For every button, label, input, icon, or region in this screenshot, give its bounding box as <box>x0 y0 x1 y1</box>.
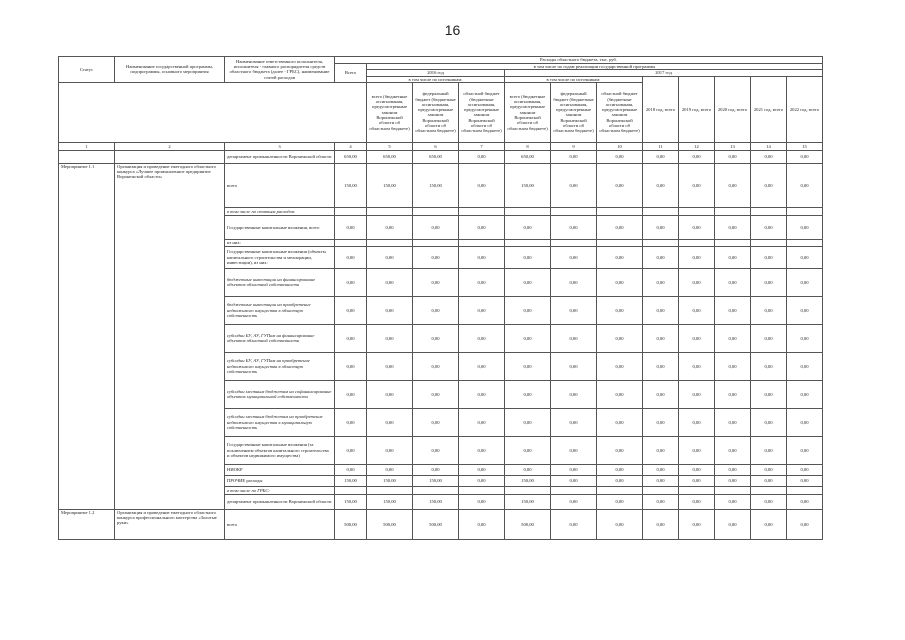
value-total: 0,00 <box>335 380 367 408</box>
value-cell <box>715 207 751 215</box>
value-cell: 0,00 <box>597 494 643 509</box>
value-cell: 0,00 <box>787 475 823 486</box>
value-cell <box>643 207 679 215</box>
value-cell <box>551 486 597 494</box>
value-cell: 0,00 <box>751 436 787 464</box>
value-cell: 0,00 <box>715 436 751 464</box>
row-label: субсидии местным бюджетам на софинансирование объектов муниципальной собственности <box>225 380 335 408</box>
header-year-2016: 2016 год <box>367 70 505 76</box>
value-cell: 0,00 <box>505 324 551 352</box>
value-cell: 0,00 <box>459 352 505 380</box>
value-cell: 0,00 <box>679 150 715 163</box>
value-cell: 0,00 <box>787 296 823 324</box>
value-cell: 0,00 <box>367 464 413 475</box>
value-total: 150,00 <box>335 163 367 207</box>
value-cell: 0,00 <box>679 408 715 436</box>
value-cell: 0,00 <box>679 494 715 509</box>
value-cell: 0,00 <box>715 408 751 436</box>
value-cell: 0,00 <box>679 246 715 268</box>
value-cell: 0,00 <box>751 408 787 436</box>
value-cell: 0,00 <box>505 215 551 239</box>
header-expenses: Расходы областного бюджета, тыс. руб. <box>335 57 823 64</box>
status-cell <box>59 150 115 163</box>
value-cell: 150,00 <box>367 475 413 486</box>
page-number: 16 <box>444 22 461 38</box>
value-cell: 150,00 <box>505 494 551 509</box>
value-cell: 0,00 <box>715 464 751 475</box>
row-label: ПРОЧИЕ расходы <box>225 475 335 486</box>
value-cell <box>787 486 823 494</box>
value-cell: 0,00 <box>413 268 459 296</box>
value-cell: 0,00 <box>597 324 643 352</box>
value-cell: 0,00 <box>413 408 459 436</box>
row-label: субсидии БУ, АУ, ГУПам на приобретение недвижимого имущества в областную собственность <box>225 352 335 380</box>
value-cell: 0,00 <box>715 380 751 408</box>
value-cell <box>367 207 413 215</box>
value-cell: 0,00 <box>679 352 715 380</box>
value-cell: 0,00 <box>679 509 715 539</box>
value-cell: 0,00 <box>597 509 643 539</box>
row-label: Государственные капитальные вложения (за исключением объектов капитального строительства и объектов недвижимого имущества) <box>225 436 335 464</box>
value-cell: 0,00 <box>413 436 459 464</box>
value-cell: 0,00 <box>715 215 751 239</box>
value-cell: 0,00 <box>643 436 679 464</box>
value-cell: 0,00 <box>643 150 679 163</box>
value-cell: 0,00 <box>643 475 679 486</box>
value-cell: 0,00 <box>751 475 787 486</box>
value-cell: 0,00 <box>643 380 679 408</box>
column-numbers-row: 1 2 3 4 5 6 7 8 9 10 11 12 13 14 15 <box>59 142 823 150</box>
header-executor: Наименование ответственного исполнителя, исполнителя - главного распорядителя средств областного бюджета (далее - ГРБС), наименование статей расходов <box>225 57 335 83</box>
value-cell: 150,00 <box>505 163 551 207</box>
value-cell: 0,00 <box>751 296 787 324</box>
row-label: бюджетные инвестиции на приобретение недвижимого имущества в областную собственность <box>225 296 335 324</box>
value-total: 0,00 <box>335 296 367 324</box>
header-by-sources-2016: в том числе по источникам: <box>367 76 505 82</box>
value-cell: 0,00 <box>787 324 823 352</box>
value-cell <box>367 239 413 246</box>
value-total: 150,00 <box>335 475 367 486</box>
value-cell: 0,00 <box>551 215 597 239</box>
value-cell: 0,00 <box>597 163 643 207</box>
value-total: 0,00 <box>335 464 367 475</box>
value-cell: 0,00 <box>679 215 715 239</box>
header-status: Статус <box>59 57 115 83</box>
value-cell: 0,00 <box>597 268 643 296</box>
value-cell: 0,00 <box>679 163 715 207</box>
value-cell <box>505 486 551 494</box>
value-cell: 0,00 <box>751 246 787 268</box>
row-label: департамент промышленности Воронежской области <box>225 494 335 509</box>
value-cell: 0,00 <box>551 324 597 352</box>
value-cell: 0,00 <box>787 509 823 539</box>
value-cell <box>597 239 643 246</box>
header-by-years: в том числе по годам реализации государственной программы <box>367 64 823 70</box>
value-cell: 0,00 <box>551 494 597 509</box>
value-cell: 0,00 <box>751 509 787 539</box>
value-cell: 0,00 <box>459 464 505 475</box>
row-label: департамент промышленности Воронежской области <box>225 150 335 163</box>
value-cell: 0,00 <box>715 246 751 268</box>
value-cell: 0,00 <box>715 494 751 509</box>
value-cell: 0,00 <box>643 324 679 352</box>
value-cell: 0,00 <box>459 150 505 163</box>
value-cell: 150,00 <box>413 475 459 486</box>
value-total: 0,00 <box>335 408 367 436</box>
header-y2022: 2022 год, всего <box>787 76 823 142</box>
header-c2016-fed: федеральный бюджет (бюджетные ассигнования, предусмотренные законом Воронежской области об областном бюджете) <box>413 82 459 142</box>
value-cell: 0,00 <box>367 408 413 436</box>
value-cell: 0,00 <box>597 436 643 464</box>
table-row <box>59 509 823 539</box>
value-cell: 0,00 <box>413 380 459 408</box>
value-cell: 0,00 <box>551 436 597 464</box>
value-cell: 0,00 <box>787 150 823 163</box>
status-cell: Мероприятие 1.2 <box>59 509 115 539</box>
value-cell: 0,00 <box>643 464 679 475</box>
value-cell <box>787 207 823 215</box>
value-cell: 0,00 <box>751 324 787 352</box>
value-cell <box>597 486 643 494</box>
row-label: бюджетные инвестиции на финансирование объектов областной собственности <box>225 268 335 296</box>
value-cell: 0,00 <box>367 380 413 408</box>
value-total: 650,00 <box>335 150 367 163</box>
value-cell: 150,00 <box>413 494 459 509</box>
value-cell: 0,00 <box>551 475 597 486</box>
header-year-2017: 2017 год <box>505 70 823 76</box>
row-label: Государственные капитальные вложения, всего <box>225 215 335 239</box>
row-label: из них: <box>225 239 335 246</box>
value-cell: 0,00 <box>787 215 823 239</box>
value-cell: 0,00 <box>597 246 643 268</box>
row-label: НИОКР <box>225 464 335 475</box>
value-cell: 0,00 <box>413 296 459 324</box>
value-cell: 0,00 <box>459 494 505 509</box>
value-cell: 0,00 <box>751 215 787 239</box>
value-cell: 0,00 <box>643 163 679 207</box>
header-y2018: 2018 год, всего <box>643 76 679 142</box>
value-cell: 0,00 <box>551 464 597 475</box>
value-cell <box>679 239 715 246</box>
value-cell: 0,00 <box>643 352 679 380</box>
value-total: 150,00 <box>335 494 367 509</box>
table-row <box>59 150 823 163</box>
name-cell <box>115 150 225 163</box>
value-cell: 0,00 <box>551 380 597 408</box>
name-cell: Организация и проведение ежегодного областного конкурса профессионального мастерства «Золотые руки» <box>115 509 225 539</box>
value-cell <box>787 239 823 246</box>
value-cell: 0,00 <box>367 436 413 464</box>
value-cell: 0,00 <box>413 215 459 239</box>
header-by-sources-2017: в том числе по источникам: <box>505 76 643 82</box>
row-label: всего <box>225 163 335 207</box>
value-cell: 0,00 <box>679 296 715 324</box>
value-cell <box>643 239 679 246</box>
value-cell <box>413 486 459 494</box>
value-cell: 0,00 <box>459 163 505 207</box>
value-cell: 0,00 <box>413 324 459 352</box>
value-cell: 0,00 <box>679 268 715 296</box>
value-cell: 0,00 <box>505 436 551 464</box>
value-cell <box>715 486 751 494</box>
budget-table <box>58 56 823 540</box>
value-cell: 650,00 <box>413 150 459 163</box>
value-cell: 0,00 <box>505 268 551 296</box>
value-cell: 0,00 <box>597 475 643 486</box>
value-cell: 150,00 <box>505 475 551 486</box>
value-cell: 0,00 <box>679 324 715 352</box>
row-label: субсидии БУ, АУ, ГУПам на финансирование объектов областной собственности <box>225 324 335 352</box>
value-cell: 0,00 <box>787 163 823 207</box>
header-y2021: 2021 год, всего <box>751 76 787 142</box>
value-total: 0,00 <box>335 324 367 352</box>
value-cell: 0,00 <box>715 268 751 296</box>
value-cell: 0,00 <box>505 380 551 408</box>
value-cell <box>335 486 367 494</box>
value-cell: 0,00 <box>597 408 643 436</box>
value-cell: 0,00 <box>751 380 787 408</box>
value-cell: 150,00 <box>367 163 413 207</box>
value-cell: 0,00 <box>459 436 505 464</box>
header-c2017-total: всего (бюджетные ассигнования, предусмотренные законом Воронежской области об областном бюджете) <box>505 82 551 142</box>
value-cell: 0,00 <box>787 352 823 380</box>
value-cell <box>335 207 367 215</box>
value-cell: 0,00 <box>679 464 715 475</box>
value-cell: 500,00 <box>367 509 413 539</box>
value-cell: 0,00 <box>459 324 505 352</box>
value-cell: 0,00 <box>505 246 551 268</box>
value-total: 0,00 <box>335 436 367 464</box>
value-cell: 0,00 <box>643 215 679 239</box>
value-cell: 0,00 <box>715 509 751 539</box>
header-y2020: 2020 год, всего <box>715 76 751 142</box>
value-cell: 0,00 <box>715 163 751 207</box>
value-cell <box>367 486 413 494</box>
value-cell: 0,00 <box>751 464 787 475</box>
value-cell: 0,00 <box>787 408 823 436</box>
value-cell: 0,00 <box>643 246 679 268</box>
value-cell <box>505 207 551 215</box>
value-cell: 0,00 <box>459 509 505 539</box>
value-cell: 0,00 <box>679 436 715 464</box>
value-cell: 0,00 <box>505 352 551 380</box>
value-cell: 0,00 <box>367 324 413 352</box>
value-cell: 0,00 <box>459 215 505 239</box>
value-cell: 150,00 <box>367 494 413 509</box>
value-cell: 0,00 <box>413 246 459 268</box>
value-cell: 0,00 <box>551 150 597 163</box>
value-cell: 0,00 <box>597 296 643 324</box>
table-row <box>59 163 823 207</box>
value-cell: 0,00 <box>459 246 505 268</box>
row-label: Государственные капитальные вложения (объекты капитального строительства и мелиорации, инвестиции), из них: <box>225 246 335 268</box>
value-cell: 0,00 <box>413 464 459 475</box>
value-cell: 0,00 <box>751 268 787 296</box>
row-label: всего <box>225 509 335 539</box>
value-cell <box>751 239 787 246</box>
value-cell: 0,00 <box>367 352 413 380</box>
value-cell: 0,00 <box>367 246 413 268</box>
value-cell <box>643 486 679 494</box>
value-cell <box>751 207 787 215</box>
value-cell: 0,00 <box>643 268 679 296</box>
value-total: 0,00 <box>335 268 367 296</box>
value-total: 0,00 <box>335 352 367 380</box>
row-label: в том числе по статьям расходов: <box>225 207 335 215</box>
value-cell: 650,00 <box>367 150 413 163</box>
value-cell <box>751 486 787 494</box>
value-total: 500,00 <box>335 509 367 539</box>
value-cell: 0,00 <box>551 296 597 324</box>
value-cell: 0,00 <box>505 296 551 324</box>
value-cell: 0,00 <box>787 268 823 296</box>
value-cell: 0,00 <box>751 352 787 380</box>
row-label: в том числе по ГРБС: <box>225 486 335 494</box>
value-cell: 0,00 <box>459 380 505 408</box>
header-y2019: 2019 год, всего <box>679 76 715 142</box>
value-cell <box>413 239 459 246</box>
value-cell: 0,00 <box>679 475 715 486</box>
value-cell: 0,00 <box>751 150 787 163</box>
value-cell: 0,00 <box>643 509 679 539</box>
value-total: 0,00 <box>335 215 367 239</box>
value-cell: 0,00 <box>551 352 597 380</box>
value-cell: 0,00 <box>459 408 505 436</box>
value-cell: 0,00 <box>787 464 823 475</box>
value-cell <box>505 239 551 246</box>
header-c2016-reg: областной бюджет (бюджетные ассигнования, предусмотренные законом Воронежской области об областном бюджете) <box>459 82 505 142</box>
value-cell: 0,00 <box>597 215 643 239</box>
value-cell: 0,00 <box>751 163 787 207</box>
value-cell: 0,00 <box>505 464 551 475</box>
header-c2017-reg: областной бюджет (бюджетные ассигнования, предусмотренные законом Воронежской области об областном бюджете) <box>597 82 643 142</box>
value-cell: 650,00 <box>505 150 551 163</box>
value-cell: 0,00 <box>715 352 751 380</box>
value-cell <box>459 207 505 215</box>
value-cell <box>459 239 505 246</box>
value-cell: 0,00 <box>551 408 597 436</box>
value-cell: 0,00 <box>751 494 787 509</box>
value-cell: 0,00 <box>787 494 823 509</box>
value-cell: 0,00 <box>787 380 823 408</box>
value-cell: 0,00 <box>413 352 459 380</box>
value-cell: 0,00 <box>715 324 751 352</box>
value-cell: 0,00 <box>551 163 597 207</box>
value-cell <box>413 207 459 215</box>
status-cell: Мероприятие 1.1 <box>59 163 115 509</box>
value-cell: 0,00 <box>551 268 597 296</box>
value-cell <box>551 239 597 246</box>
header-name: Наименование государственной программы, подпрограммы, основного мероприятия <box>115 57 225 83</box>
value-cell <box>679 486 715 494</box>
value-cell: 0,00 <box>643 296 679 324</box>
value-cell: 0,00 <box>367 215 413 239</box>
value-total: 0,00 <box>335 246 367 268</box>
value-cell: 0,00 <box>715 150 751 163</box>
header-c2016-total: всего (бюджетные ассигнования, предусмотренные законом Воронежской области об областном бюджете) <box>367 82 413 142</box>
value-cell: 0,00 <box>367 296 413 324</box>
value-cell: 0,00 <box>787 436 823 464</box>
value-cell: 0,00 <box>597 464 643 475</box>
value-cell: 0,00 <box>367 268 413 296</box>
value-cell: 0,00 <box>505 408 551 436</box>
value-cell: 0,00 <box>597 380 643 408</box>
value-cell <box>551 207 597 215</box>
header-total: Всего <box>335 64 367 83</box>
value-cell: 0,00 <box>551 246 597 268</box>
value-cell: 150,00 <box>413 163 459 207</box>
header-c2017-fed: федеральный бюджет (бюджетные ассигнования, предусмотренные законом Воронежской области об областном бюджете) <box>551 82 597 142</box>
value-cell: 0,00 <box>459 475 505 486</box>
value-cell: 0,00 <box>643 494 679 509</box>
value-cell: 0,00 <box>459 296 505 324</box>
value-cell: 0,00 <box>551 509 597 539</box>
name-cell: Организация и проведение ежегодного областного конкурса «Лучшее промышленное предприятие Воронежской области» <box>115 163 225 509</box>
value-cell <box>715 239 751 246</box>
value-cell: 0,00 <box>597 352 643 380</box>
value-cell: 0,00 <box>459 268 505 296</box>
row-label: субсидии местным бюджетам на приобретение недвижимого имущества в муниципальную собственность <box>225 408 335 436</box>
value-cell: 0,00 <box>597 150 643 163</box>
value-cell: 500,00 <box>413 509 459 539</box>
value-cell <box>597 207 643 215</box>
value-cell: 0,00 <box>643 408 679 436</box>
value-cell <box>335 239 367 246</box>
value-cell: 0,00 <box>787 246 823 268</box>
value-cell: 0,00 <box>715 475 751 486</box>
value-cell <box>459 486 505 494</box>
value-cell: 0,00 <box>679 380 715 408</box>
value-cell: 0,00 <box>715 296 751 324</box>
value-cell <box>679 207 715 215</box>
value-cell: 500,00 <box>505 509 551 539</box>
